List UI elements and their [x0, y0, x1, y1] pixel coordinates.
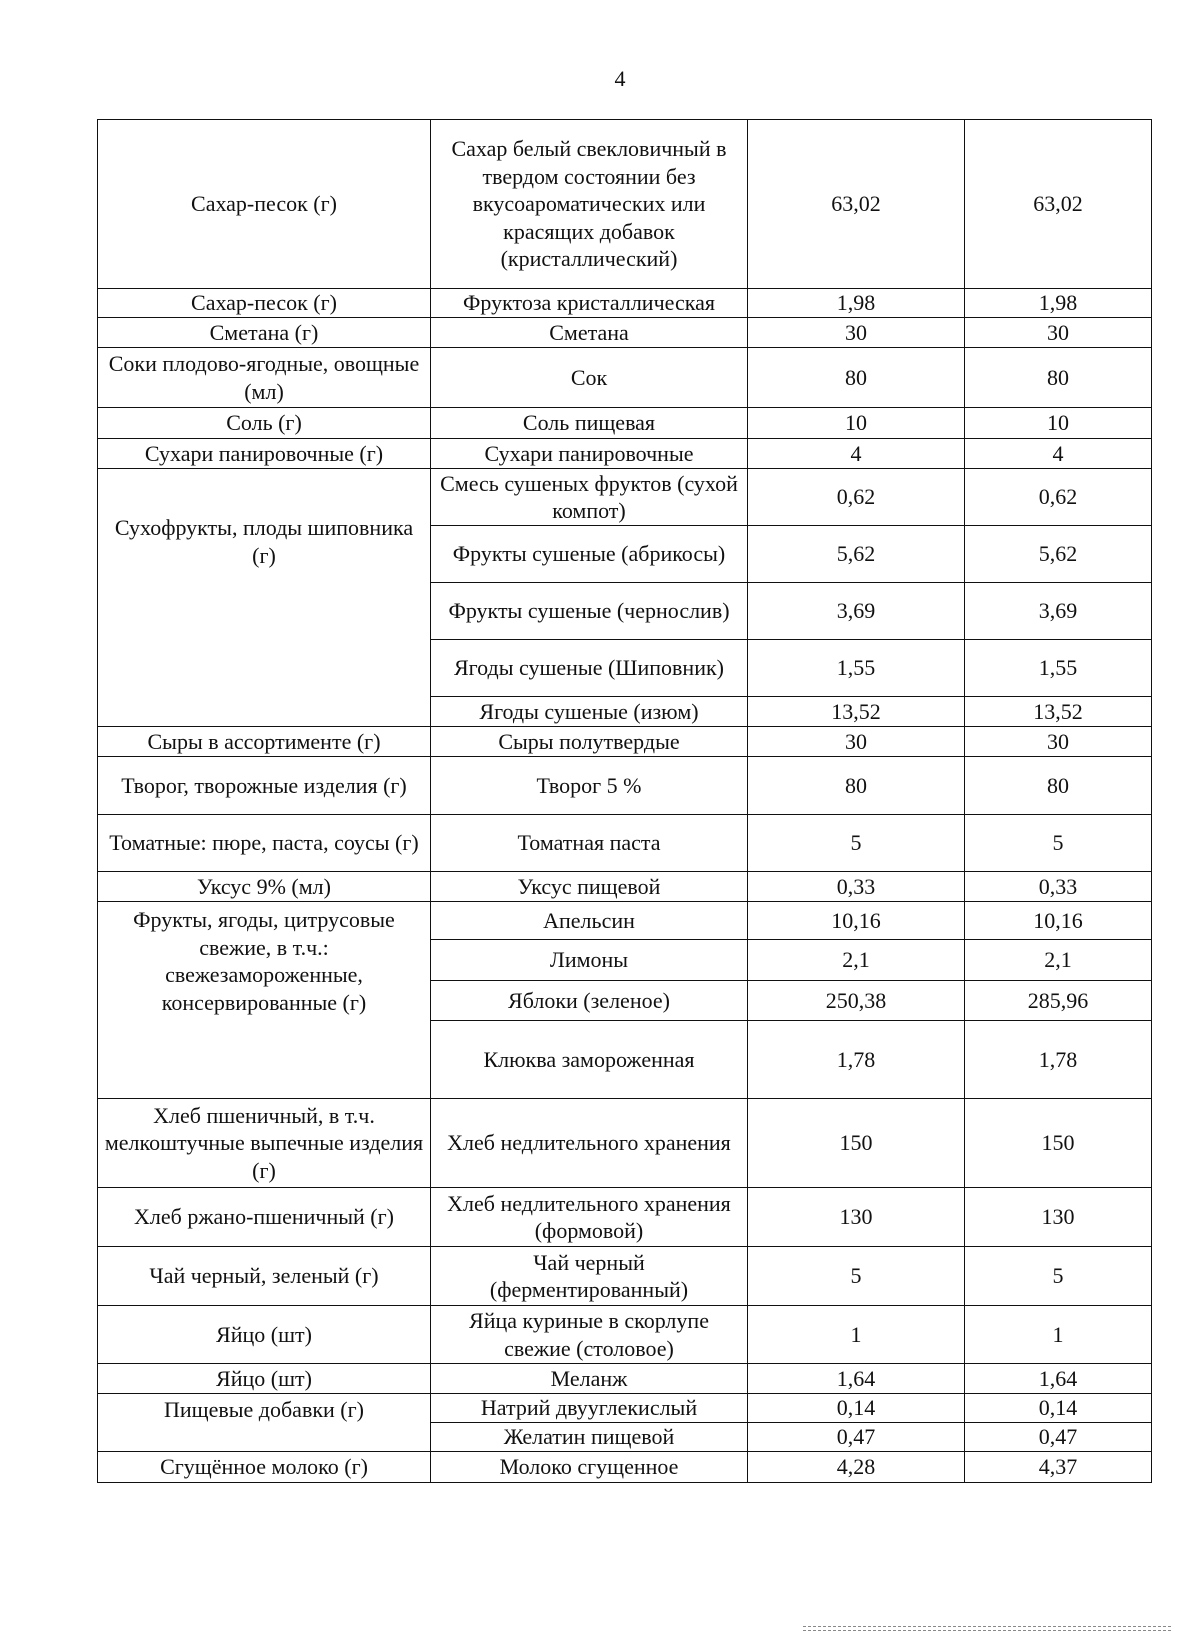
item-cell: Натрий двууглекислый [431, 1394, 748, 1423]
value-cell-2: 5,62 [965, 526, 1152, 583]
table-row [98, 439, 1152, 469]
item-cell: Соль пищевая [431, 408, 748, 439]
item-cell: Молоко сгущенное [431, 1451, 748, 1482]
item-cell: Сухари панировочные [431, 439, 748, 469]
value-cell-1: 250,38 [748, 981, 965, 1021]
item-cell: Сметана [431, 318, 748, 348]
value-cell-1: 1,55 [748, 640, 965, 697]
product-cell: Сыры в ассортименте (г) [98, 727, 431, 757]
product-cell: Сухари панировочные (г) [98, 439, 431, 469]
table-row [98, 1364, 1152, 1394]
value-cell-2: 130 [965, 1188, 1152, 1247]
product-cell: Чай черный, зеленый (г) [98, 1247, 431, 1306]
value-cell-1: 0,47 [748, 1423, 965, 1452]
value-cell-2: 80 [965, 757, 1152, 815]
product-cell: Сметана (г) [98, 318, 431, 348]
value-cell-1: 150 [748, 1099, 965, 1188]
item-cell: Ягоды сушеные (изюм) [431, 697, 748, 727]
value-cell-1: 13,52 [748, 697, 965, 727]
value-cell-1: 30 [748, 727, 965, 757]
table-row [98, 1306, 1152, 1364]
value-cell-2: 30 [965, 727, 1152, 757]
value-cell-1: 1,64 [748, 1364, 965, 1394]
table-row [98, 1451, 1152, 1482]
item-cell: Лимоны [431, 940, 748, 981]
item-cell: Творог 5 % [431, 757, 748, 815]
product-cell: Пищевые добавки (г) [98, 1394, 431, 1452]
table-row [98, 757, 1152, 815]
item-cell: Чай черный (ферментированный) [431, 1247, 748, 1306]
value-cell-1: 5 [748, 815, 965, 872]
value-cell-2: 1,55 [965, 640, 1152, 697]
scan-footer-line [803, 1626, 1171, 1631]
table-row [98, 318, 1152, 348]
table-row [98, 1394, 1152, 1423]
value-cell-1: 80 [748, 348, 965, 408]
table-row [98, 469, 1152, 526]
table-row [98, 727, 1152, 757]
table-row [98, 815, 1152, 872]
item-cell: Уксус пищевой [431, 872, 748, 902]
item-cell: Смесь сушеных фруктов (сухой компот) [431, 469, 748, 526]
value-cell-2: 5 [965, 1247, 1152, 1306]
item-cell: Фрукты сушеные (чернослив) [431, 583, 748, 640]
value-cell-2: 0,33 [965, 872, 1152, 902]
value-cell-2: 0,47 [965, 1423, 1152, 1452]
value-cell-1: 4,28 [748, 1451, 965, 1482]
table-row [98, 348, 1152, 408]
value-cell-2: 1,78 [965, 1021, 1152, 1099]
value-cell-1: 1,98 [748, 289, 965, 318]
value-cell-2: 10 [965, 408, 1152, 439]
value-cell-2: 1,98 [965, 289, 1152, 318]
value-cell-1: 3,69 [748, 583, 965, 640]
table-row [98, 1247, 1152, 1306]
value-cell-2: 0,14 [965, 1394, 1152, 1423]
value-cell-2: 10,16 [965, 902, 1152, 940]
value-cell-2: 150 [965, 1099, 1152, 1188]
product-cell: Сахар-песок (г) [98, 120, 431, 289]
products-table [97, 119, 1152, 1483]
product-cell: Соль (г) [98, 408, 431, 439]
value-cell-1: 130 [748, 1188, 965, 1247]
value-cell-2: 13,52 [965, 697, 1152, 727]
item-cell: Хлеб недлительного хранения (формовой) [431, 1188, 748, 1247]
item-cell: Яйца куриные в скорлупе свежие (столовое) [431, 1306, 748, 1364]
value-cell-2: 4 [965, 439, 1152, 469]
value-cell-1: 80 [748, 757, 965, 815]
value-cell-1: 2,1 [748, 940, 965, 981]
value-cell-1: 5 [748, 1247, 965, 1306]
page-number: 4 [614, 66, 626, 91]
value-cell-2: 285,96 [965, 981, 1152, 1021]
table-row [98, 289, 1152, 318]
item-cell: Апельсин [431, 902, 748, 940]
product-cell: Сахар-песок (г) [98, 289, 431, 318]
table-row [98, 408, 1152, 439]
product-cell: Хлеб ржано-пшеничный (г) [98, 1188, 431, 1247]
value-cell-1: 63,02 [748, 120, 965, 289]
item-cell: Фруктоза кристаллическая [431, 289, 748, 318]
product-cell: Сухофрукты, плоды шиповника (г) [98, 469, 431, 727]
value-cell-1: 10,16 [748, 902, 965, 940]
value-cell-2: 5 [965, 815, 1152, 872]
value-cell-2: 63,02 [965, 120, 1152, 289]
item-cell: Сыры полутвердые [431, 727, 748, 757]
item-cell: Хлеб недлительного хранения [431, 1099, 748, 1188]
table-row [98, 1099, 1152, 1188]
product-cell: Соки плодово-ягодные, овощные (мл) [98, 348, 431, 408]
product-cell: Томатные: пюре, паста, соусы (г) [98, 815, 431, 872]
value-cell-1: 0,33 [748, 872, 965, 902]
value-cell-2: 3,69 [965, 583, 1152, 640]
product-cell: Яйцо (шт) [98, 1364, 431, 1394]
table-row [98, 872, 1152, 902]
value-cell-1: 1,78 [748, 1021, 965, 1099]
item-cell: Сок [431, 348, 748, 408]
item-cell: Фрукты сушеные (абрикосы) [431, 526, 748, 583]
item-cell: Желатин пищевой [431, 1423, 748, 1452]
item-cell: Томатная паста [431, 815, 748, 872]
table-row [98, 902, 1152, 940]
value-cell-2: 2,1 [965, 940, 1152, 981]
value-cell-2: 30 [965, 318, 1152, 348]
value-cell-1: 4 [748, 439, 965, 469]
value-cell-2: 1,64 [965, 1364, 1152, 1394]
product-cell: Фрукты, ягоды, цитрусовые свежие, в т.ч.: свежезамороженные, консервированные (г) [98, 902, 431, 1099]
value-cell-2: 80 [965, 348, 1152, 408]
value-cell-1: 1 [748, 1306, 965, 1364]
table-row [98, 120, 1152, 289]
value-cell-1: 5,62 [748, 526, 965, 583]
item-cell: Сахар белый свекловичный в твердом состоянии без вкусоароматических или красящих добавок (кристаллический) [431, 120, 748, 289]
value-cell-2: 0,62 [965, 469, 1152, 526]
product-cell: Творог, творожные изделия (г) [98, 757, 431, 815]
product-cell: Яйцо (шт) [98, 1306, 431, 1364]
item-cell: Клюква замороженная [431, 1021, 748, 1099]
item-cell: Яблоки (зеленое) [431, 981, 748, 1021]
product-cell: Хлеб пшеничный, в т.ч. мелкоштучные выпечные изделия (г) [98, 1099, 431, 1188]
product-cell: Уксус 9% (мл) [98, 872, 431, 902]
item-cell: Меланж [431, 1364, 748, 1394]
product-cell: Сгущённое молоко (г) [98, 1451, 431, 1482]
value-cell-1: 0,14 [748, 1394, 965, 1423]
value-cell-1: 10 [748, 408, 965, 439]
item-cell: Ягоды сушеные (Шиповник) [431, 640, 748, 697]
value-cell-1: 0,62 [748, 469, 965, 526]
table-row [98, 1188, 1152, 1247]
value-cell-1: 30 [748, 318, 965, 348]
value-cell-2: 4,37 [965, 1451, 1152, 1482]
value-cell-2: 1 [965, 1306, 1152, 1364]
